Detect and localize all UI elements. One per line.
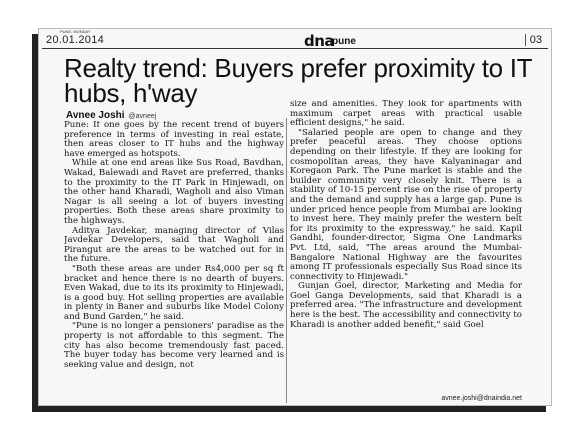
byline — [66, 110, 156, 121]
brand-edition: pune — [332, 36, 356, 47]
author-handle: @avneej — [128, 113, 157, 120]
author-name: Avnee Joshi — [66, 110, 125, 121]
paragraph: size and amenities. They look for apartments with maximum carpet areas with practical usable efficient designs," he said. — [290, 100, 522, 129]
article-column-left — [64, 121, 284, 405]
paragraph: Aditya Javdekar, managing director of Vilas Javdekar Developers, said that Wagholi and Pirangut are the areas to be watched out for in the future. — [64, 225, 284, 265]
masthead-rule — [42, 48, 548, 49]
page-number: 03 — [525, 34, 542, 46]
brand-logo: dna — [304, 32, 335, 50]
author-email: avnee.joshi@dnaindia.net — [441, 395, 522, 402]
paragraph: Pune: If one goes by the recent trend of buyers preference in terms of investing in real estate, then areas closer to IT hubs and the highway have emerged as hotspots. — [64, 121, 284, 159]
article-column-right — [290, 100, 522, 405]
paragraph: Gunjan Goel, director, Marketing and Media for Goel Ganga Developments, said that Kharadi is a preferred area. "The infrastructure and development here is the best. The accessibility and connectivity to Kharadi is another added benefit," said Goel — [290, 281, 522, 330]
paragraph: "Pune is no longer a pensioners' paradise as the property is not affordable to this segment. The city has also become tremendously fast paced. The buyer today has become very learned and is seeking value and design, not — [64, 321, 284, 370]
article-headline: Realty trend: Buyers prefer proximity to IT hubs, h'way — [64, 53, 532, 108]
issue-date: 20.01.2014 — [46, 34, 105, 46]
masthead — [42, 29, 548, 52]
paragraph: "Both these areas are under Rs4,000 per sq ft bracket and hence there is no dearth of buyers. Even Wakad, due to its its proximity to Hinjewadi, is a good buy. Hot selling properties are available in plenty in Baner and suburbs like Model Colony and Bund Garden," he said. — [64, 263, 284, 322]
paragraph: While at one end areas like Sus Road, Bavdhan, Wakad, Balewadi and Ravet are preferred, thanks to the proximity to the IT Park in Hinjewadi, on the other hand Kharadi, Wagholi and also Viman Nagar is all seeing a lot of buyers investing properties. Both these areas share proximity to the highways. — [64, 158, 284, 226]
paragraph: "Salaried people are open to change and they prefer peaceful areas. They choose options depending on their lifestyle. If they are looking for cosmopolitan areas, they have Kalyaninagar and Koregaon Park. The Pune market is stable and the builder community very closely knit. There is a stability of 10-15 percent rise on the rise of property and the demand and supply has a large gap. Pune is under priced hence people from Mumbai are looking to invest here. They mainly prefer the western belt for its proximity to the expressway," he said. Kapil Gandhi, founder-director, Sigma One Landmarks Pvt. Ltd, said, "The areas around the Mumbai-Bangalore National Highway are the favourites among IT professionals especially Sus Road since its connectivity to Hinjewadi." — [290, 127, 522, 282]
newspaper-clipping — [38, 28, 552, 406]
edition-label: PUNE, MONDAY — [60, 29, 91, 34]
column-divider — [286, 118, 287, 403]
